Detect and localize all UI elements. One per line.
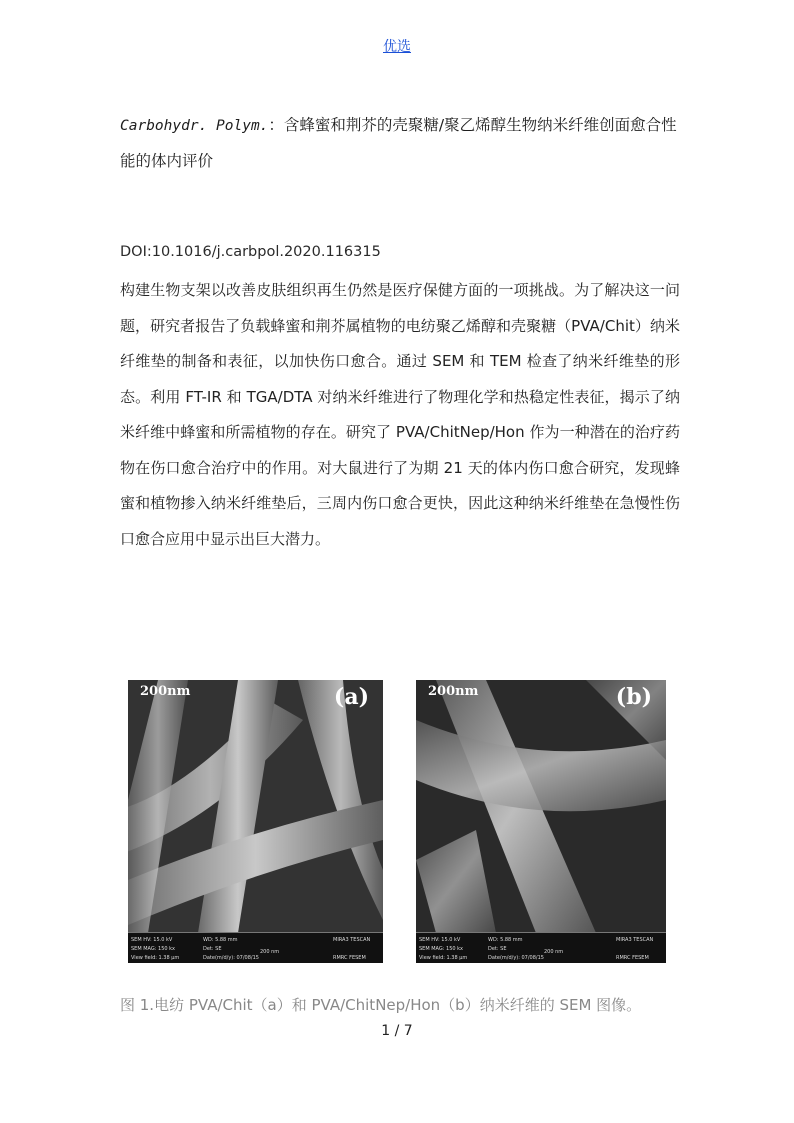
scale-label: 200nm xyxy=(140,684,191,699)
title-text: ：含蜂蜜和荆芥的壳聚糖/聚乙烯醇生物纳米纤维创面愈合性能的体内评价 xyxy=(120,116,677,170)
databar-lab: RMRC FESEM xyxy=(333,955,366,961)
figure-caption: 图 1.电纺 PVA/Chit（a）和 PVA/ChitNep/Hon（b）纳米纤维的 SEM 图像。 xyxy=(120,996,642,1014)
sem-fibers-a xyxy=(128,680,383,963)
databar-hv: SEM HV: 15.0 kV xyxy=(419,937,461,943)
journal-name: Carbohydr. Polym. xyxy=(120,118,269,134)
panel-label: (a) xyxy=(333,684,369,710)
sem-fibers-b xyxy=(416,680,666,963)
databar-date: Date(m/d/y): 07/08/15 xyxy=(488,955,544,961)
panel-label: (b) xyxy=(615,684,652,710)
databar-wd: WD: 5.88 mm xyxy=(488,937,523,943)
abstract-paragraph: 构建生物支架以改善皮肤组织再生仍然是医疗保健方面的一项挑战。为了解决这一问题，研究者报告了负载蜂蜜和荆芥属植物的电纺聚乙烯醇和壳聚糖（PVA/Chit）纳米纤维垫的制备和表征，以加快伤口愈合。通过 SEM 和 TEM 检查了纳米纤维垫的形态。利用 FT-IR 和 TGA/DTA 对纳米纤维进行了物理化学和热稳定性表征，揭示了纳米纤维中蜂蜜和所需植物的存在。研究了 PVA/ChitNep/Hon 作为一种潜在的治疗药物在伤口愈合治疗中的作用。对大鼠进行了为期 21 天的体内伤口愈合研究，发现蜂蜜和植物掺入纳米纤维垫后，三周内伤口愈合更快，因此这种纳米纤维垫在急慢性伤口愈合应用中显示出巨大潜力。 xyxy=(120,281,680,548)
databar-mag: SEM MAG: 150 kx xyxy=(131,946,176,952)
article-title xyxy=(120,108,680,179)
page-number: 1 / 7 xyxy=(381,1023,413,1039)
databar-det: Det: SE xyxy=(488,946,507,952)
sem-image-a xyxy=(128,680,383,963)
databar-view: View field: 1.38 μm xyxy=(419,955,468,961)
databar-hv: SEM HV: 15.0 kV xyxy=(131,937,173,943)
sem-databar xyxy=(416,932,666,963)
header-link[interactable]: 优选 xyxy=(383,39,411,55)
doi: DOI:10.1016/j.carbpol.2020.116315 xyxy=(120,244,381,260)
databar-det: Det: SE xyxy=(203,946,222,952)
databar-view: View field: 1.38 μm xyxy=(131,955,180,961)
databar-brand: MIRA3 TESCAN xyxy=(616,937,654,943)
databar-wd: WD: 5.88 mm xyxy=(203,937,238,943)
databar-lab: RMRC FESEM xyxy=(616,955,649,961)
databar-date: Date(m/d/y): 07/08/15 xyxy=(203,955,259,961)
databar-mag: SEM MAG: 150 kx xyxy=(419,946,464,952)
sem-image-b xyxy=(416,680,666,963)
databar-scalebar: 200 nm xyxy=(260,949,280,955)
databar-scalebar: 200 nm xyxy=(544,949,564,955)
scale-label: 200nm xyxy=(428,684,479,699)
sem-databar xyxy=(128,932,383,963)
databar-brand: MIRA3 TESCAN xyxy=(333,937,371,943)
